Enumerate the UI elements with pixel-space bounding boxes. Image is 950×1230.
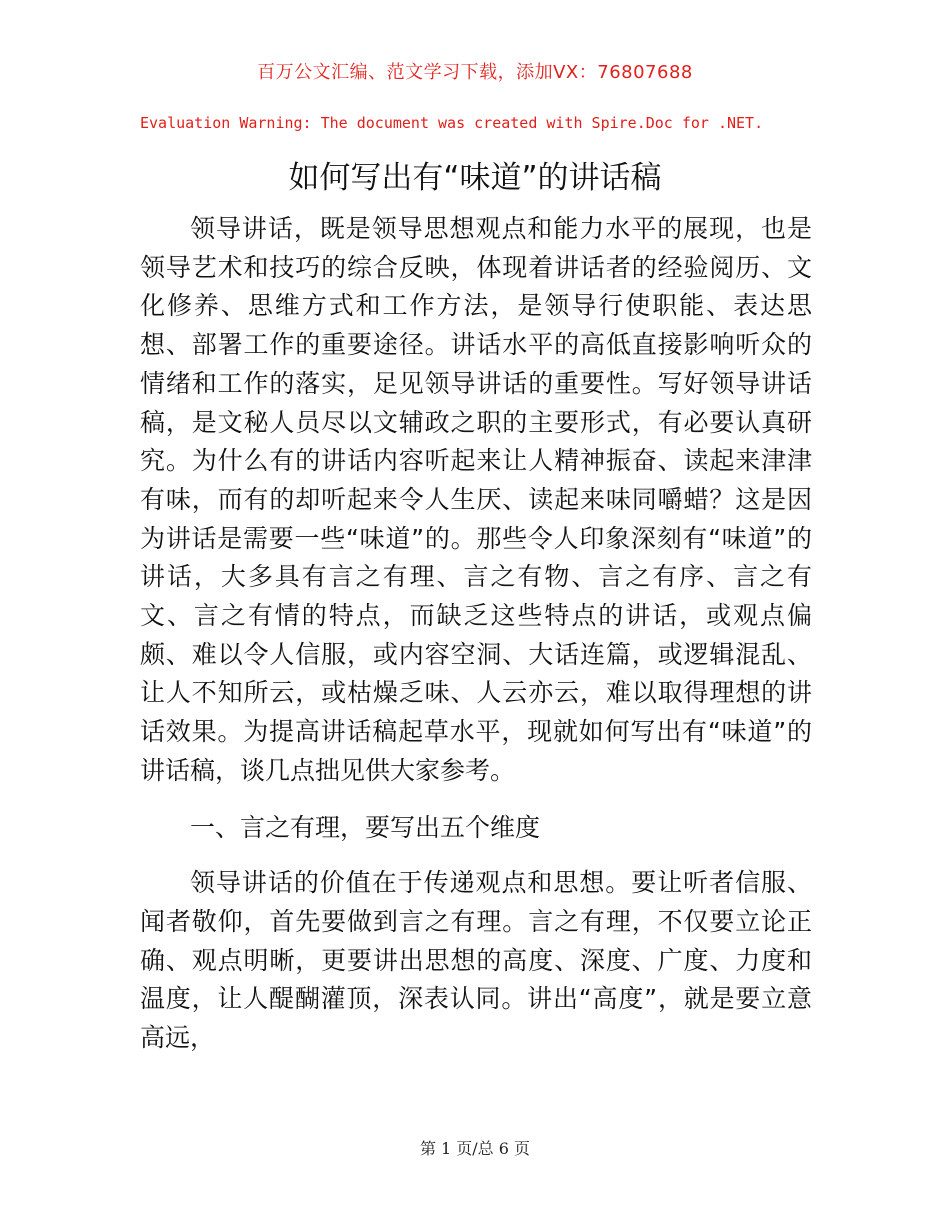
header-note: 百万公文汇编、范文学习下载，添加VX：76807688 — [257, 62, 693, 83]
paragraph-section-1: 领导讲话的价值在于传递观点和思想。要让听者信服、闻者敬仰，首先要做到言之有理。言之有理，不仅要立论正确、观点明晰，更要讲出思想的高度、深度、广度、力度和温度，让人醍醐灌顶，深表认同。讲出“高度”，就是要立意高远， — [140, 868, 812, 1053]
document-title: 如何写出有“味道”的讲话稿 — [288, 160, 662, 196]
section-heading: 一、言之有理，要写出五个维度 — [190, 812, 541, 842]
paragraph-intro: 领导讲话，既是领导思想观点和能力水平的展现，也是领导艺术和技巧的综合反映，体现着讲话者的经验阅历、文化修养、思维方式和工作方法，是领导行使职能、表达思想、部署工作的重要途径。讲话水平的高低直接影响听众的情绪和工作的落实，足见领导讲话的重要性。写好领导讲话稿，是文秘人员尽以文辅政之职的主要形式，有必要认真研究。为什么有的讲话内容听起来让人精神振奋、读起来津津有味，而有的却听起来令人生厌、读起来味同嚼蜡？这是因为讲话是需要一些“味道”的。那些令人印象深刻有“味道”的讲话，大多具有言之有理、言之有物、言之有序、言之有文、言之有情的特点，而缺乏这些特点的讲话，或观点偏颇、难以令人信服，或内容空洞、大话连篇，或逻辑混乱、让人不知所云，或枯燥乏味、人云亦云，难以取得理想的讲话效果。为提高讲话稿起草水平，现就如何写出有“味道”的讲话稿，谈几点拙见供大家参考。 — [140, 214, 812, 785]
document-body — [140, 210, 812, 1058]
evaluation-warning: Evaluation Warning: The document was created with Spire.Doc for .NET. — [140, 114, 764, 132]
page-footer: 第 1 页/总 6 页 — [419, 1139, 531, 1158]
